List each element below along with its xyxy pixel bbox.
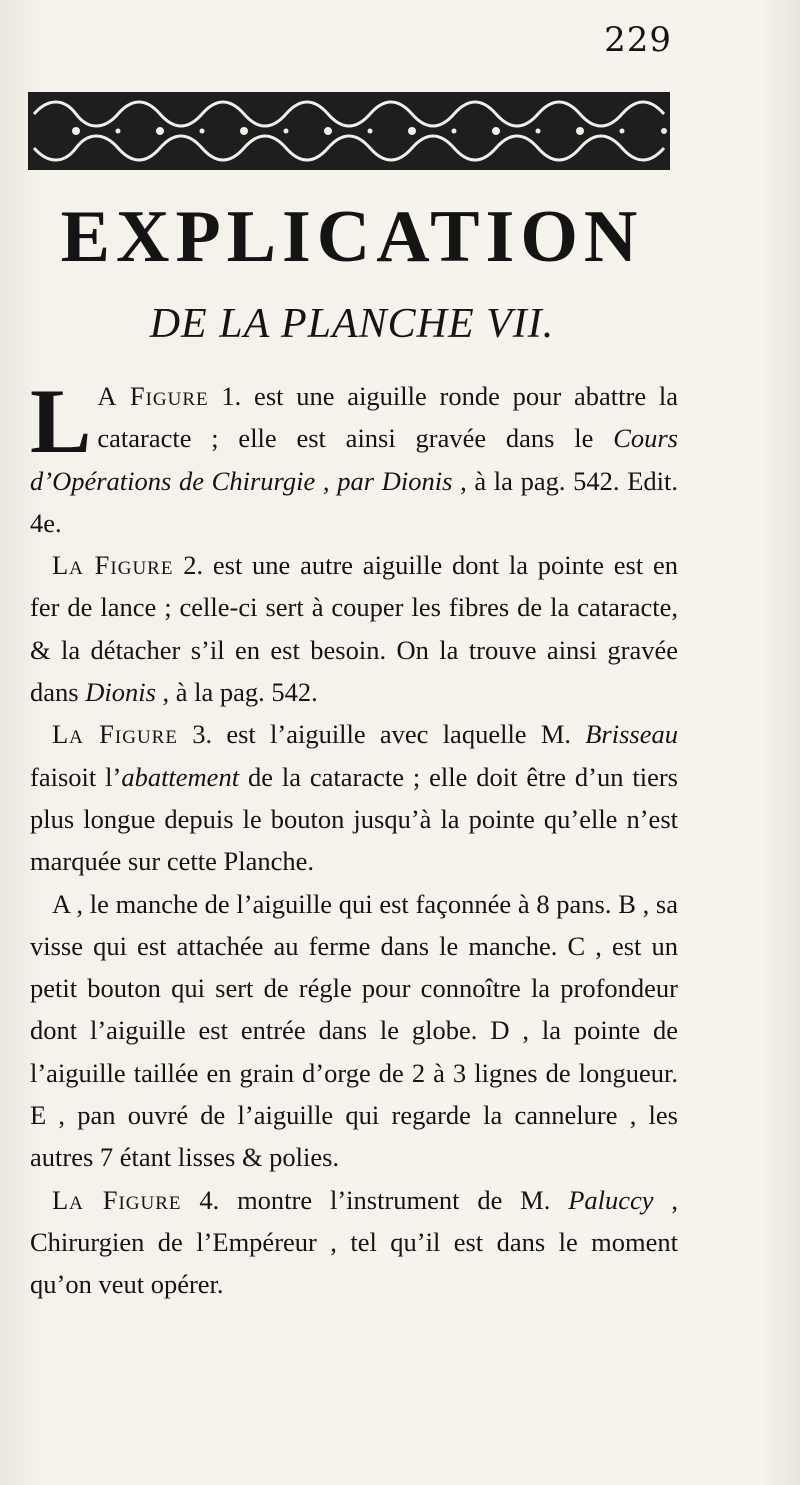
paragraph-text: 1. est une aiguille ronde pour abattre la cataracte ; elle est ainsi gravée dans le xyxy=(97,381,679,454)
figure-label: La Figure xyxy=(52,1184,182,1215)
drop-cap: L xyxy=(30,370,92,472)
ornament-band xyxy=(28,92,670,170)
italic-name: Paluccy xyxy=(568,1184,654,1215)
paragraph-text: 3. est l’aiguille avec laquelle M. xyxy=(177,719,586,750)
page-subtitle: DE LA PLANCHE VII. xyxy=(149,301,555,347)
italic-name: Dionis xyxy=(85,677,156,708)
italic-citation: Cours d’Opérations de Chirurgie , par Dionis xyxy=(30,423,678,496)
paragraph-text: , à la pag. 542. Edit. 4e. xyxy=(30,465,678,538)
paragraph-text: A , le manche de l’aiguille qui est façonnée à 8 pans. B , sa visse qui est attachée au ferme dans le manche. C , est un petit bouton qui sert de régle pour connoître la profondeur dont l’aiguille est entrée dans le globe. D , la pointe de l’aiguille taillée en grain d’orge de 2 à 3 lignes de longueur. E , pan ouvré de l’aiguille qui regarde la cannelure , les autres 7 étant lisses & polies. xyxy=(30,888,678,1173)
paragraph-text: 2. est une autre aiguille dont la pointe est en fer de lance ; celle-ci sert à couper les fibres de la cataracte, & la détacher s’il en est besoin. On la trouve ainsi gravée dans xyxy=(30,550,679,708)
paragraph-legend xyxy=(30,883,678,1179)
paragraph-text: , à la pag. 542. xyxy=(155,677,318,708)
italic-term: abattement xyxy=(121,761,240,792)
figure-label: La Figure xyxy=(52,550,174,581)
page-number: 229 xyxy=(604,20,672,60)
figure-label: A Figure xyxy=(97,381,209,411)
paragraph-figure-1 xyxy=(30,370,679,544)
page-title: EXPLICATION xyxy=(60,196,644,278)
paragraph-text: 4. montre l’instrument de M. xyxy=(181,1184,569,1215)
paragraph-figure-2 xyxy=(30,544,678,713)
body-text xyxy=(30,370,679,1306)
paragraph-text: de la cataracte ; elle doit être d’un tiers plus longue depuis le bouton jusqu’à la pointe qu’elle n’est marquée sur cette Planche. xyxy=(30,761,678,877)
paragraph-figure-3 xyxy=(30,713,678,882)
paragraph-text: faisoit l’ xyxy=(30,761,122,792)
figure-label: La Figure xyxy=(52,719,178,750)
italic-name: Brisseau xyxy=(585,719,678,750)
paragraph-figure-4 xyxy=(30,1179,678,1306)
paragraph-text: , Chirurgien de l’Empéreur , tel qu’il est dans le moment qu’on veut opérer. xyxy=(30,1184,678,1300)
